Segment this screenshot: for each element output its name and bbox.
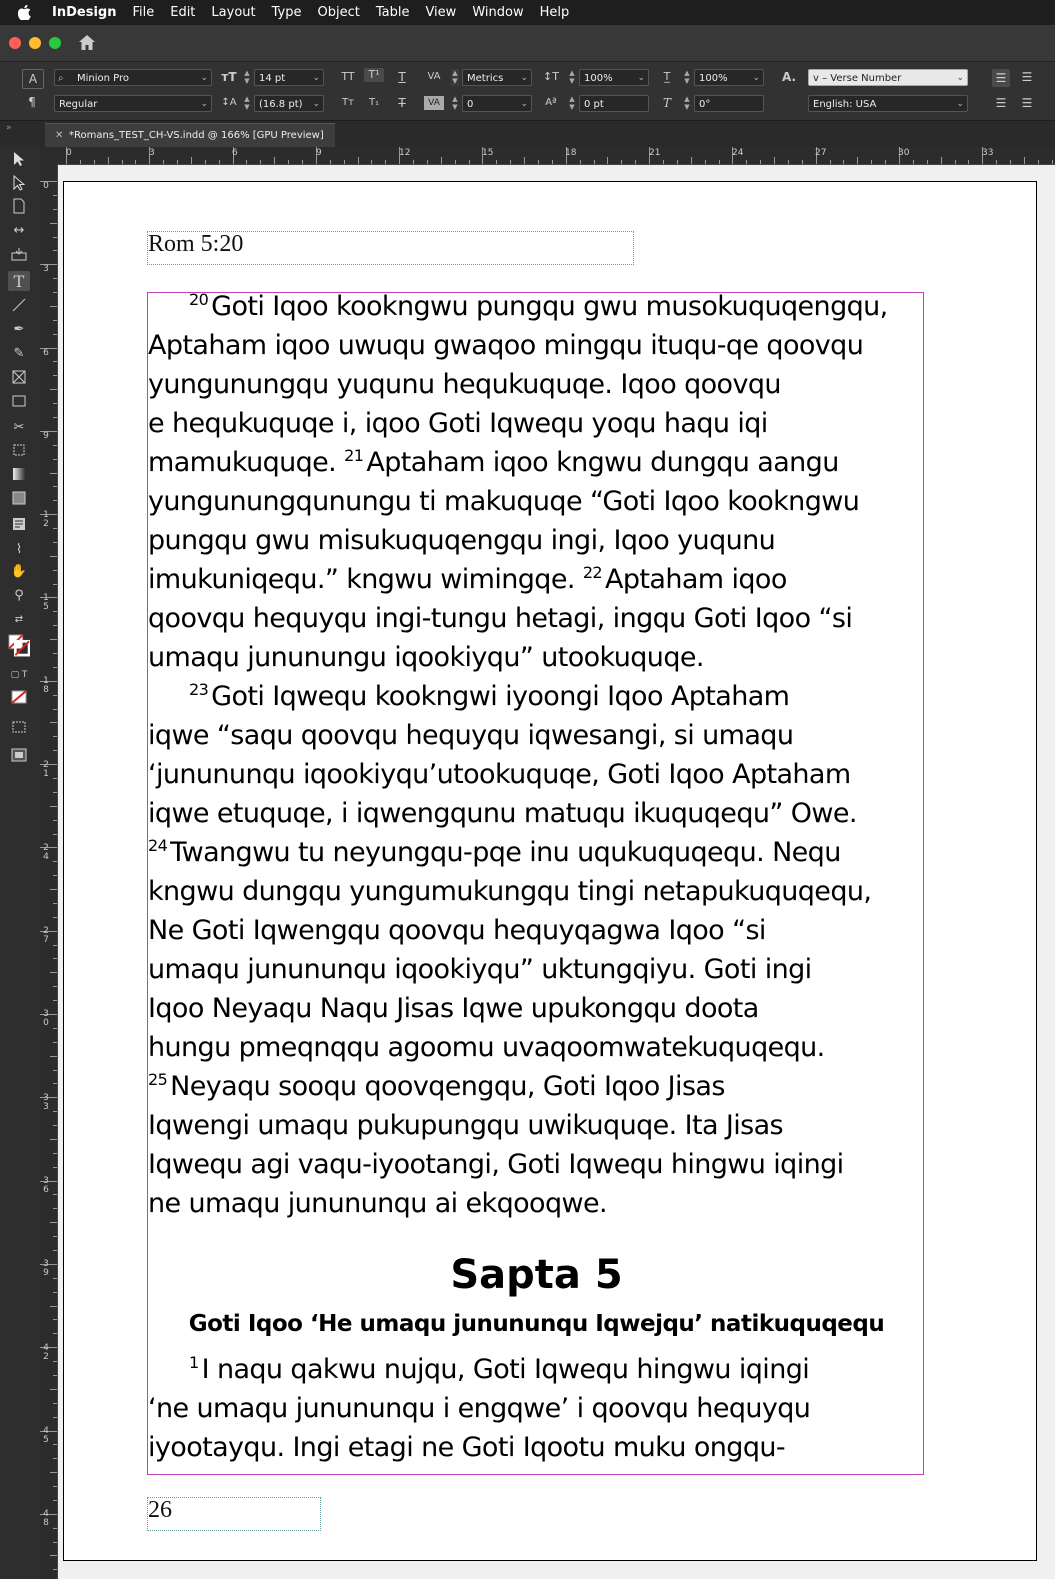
tracking-stepper[interactable]: ▲ ▼: [452, 95, 458, 111]
selection-tool-icon[interactable]: [8, 149, 30, 169]
ruler-label: 18: [43, 676, 49, 695]
page-number: 26: [148, 1497, 172, 1523]
minimize-window-button[interactable]: [29, 37, 41, 49]
body-text-frame[interactable]: [147, 292, 924, 1475]
page-tool-icon[interactable]: [8, 196, 30, 216]
line-text: imukuniqequ.” kngwu wimingqe.: [148, 564, 583, 595]
text-line: [148, 1145, 844, 1184]
ruler-label: 39: [43, 1259, 49, 1278]
superscript-icon[interactable]: T¹: [364, 68, 384, 82]
ruler-label: 48: [43, 1509, 49, 1528]
skew-field[interactable]: [694, 95, 764, 112]
content-collector-icon[interactable]: [8, 244, 30, 264]
chevron-down-icon[interactable]: ⌄: [956, 99, 964, 109]
menu-bar: [0, 0, 1055, 25]
kerning-field[interactable]: [462, 69, 532, 86]
text-line: [189, 677, 789, 719]
leading-stepper[interactable]: ▲ ▼: [244, 95, 250, 111]
line-text: hungu pmeqnqqu agoomu uvaqoomwatekuquqequ.: [148, 1032, 825, 1063]
line-text: iyootayqu. Ingi etagi ne Goti Iqootu muku ongqu-: [148, 1432, 786, 1463]
chapter-heading: Sapta 5: [450, 1252, 623, 1298]
line-text: ‘junununqu iqookiyqu’utookuquqe, Goti Iqoo Aptaham: [148, 759, 851, 790]
justify-all-icon[interactable]: ☰: [1021, 96, 1033, 110]
underline-icon[interactable]: T: [398, 70, 406, 84]
font-family-value: Minion Pro: [77, 73, 130, 84]
ruler-label: 30: [43, 1009, 49, 1028]
fill-stroke-swatch-icon[interactable]: [8, 631, 30, 659]
menu-edit[interactable]: Edit: [170, 5, 196, 20]
ruler-origin[interactable]: [40, 147, 59, 165]
rectangle-tool-icon[interactable]: [8, 391, 30, 411]
baseline-shift-field[interactable]: [579, 95, 649, 112]
ruler-label: 42: [43, 1343, 49, 1362]
font-family-field[interactable]: [54, 69, 212, 86]
free-transform-tool-icon[interactable]: [8, 440, 30, 460]
chevron-down-icon[interactable]: ⌄: [637, 73, 645, 83]
chevron-down-icon[interactable]: ⌄: [956, 73, 964, 83]
gradient-feather-tool-icon[interactable]: [8, 488, 30, 508]
vertical-ruler-ticks: [40, 164, 57, 1579]
collapse-panel-icon[interactable]: »: [6, 123, 12, 133]
line-text: iqwe “saqu qoovqu hequyqu iqwesangi, si umaqu: [148, 720, 794, 751]
language-value: English: USA: [813, 99, 877, 110]
chevron-down-icon[interactable]: ⌄: [312, 73, 320, 83]
font-size-stepper[interactable]: ▲ ▼: [244, 69, 250, 85]
line-text: Ne Goti Iqwengqu qoovqu hequyqagwa Iqoo “si: [148, 915, 766, 946]
line-text: yungunungqunungu ti makuquqe “Goti Iqoo kookngwu: [148, 486, 860, 517]
line-text: Iqoo Neyaqu Naqu Jisas Iqwe upukongqu doota: [148, 993, 759, 1024]
font-style-value: Regular: [59, 99, 98, 110]
verse-number: 25: [148, 1070, 168, 1089]
font-size-field[interactable]: [254, 69, 324, 86]
character-style-value: v – Verse Number: [813, 73, 902, 84]
ruler-label: 21: [43, 760, 49, 779]
ruler-label: 21: [649, 148, 661, 158]
verse-number: 23: [189, 680, 209, 699]
text-line: [148, 404, 768, 443]
verse-number: 1: [189, 1353, 199, 1372]
ruler-label: 9: [316, 148, 322, 158]
close-window-button[interactable]: [9, 37, 21, 49]
horizontal-scale-icon: T̲: [663, 70, 671, 83]
line-text: kngwu dungqu yungumukungqu tingi netapukuquqequ,: [148, 876, 872, 907]
line-text: pungqu gwu misukuquqengqu ingi, Iqoo yuqunu: [148, 525, 776, 556]
subscript-icon[interactable]: T₁: [368, 97, 380, 108]
line-tool-icon[interactable]: [8, 295, 30, 315]
zoom-window-button[interactable]: [49, 37, 61, 49]
line-text: Aptaham iqoo uwuqu gwaqoo mingqu ituqu-qe qoovqu: [148, 330, 864, 361]
verse-number: 22: [582, 563, 602, 582]
all-caps-icon[interactable]: TT: [341, 70, 355, 83]
ruler-label: 30: [898, 148, 910, 158]
ruler-label: 36: [43, 1176, 49, 1195]
menu-type[interactable]: Type: [271, 5, 302, 20]
horizontal-scale-stepper[interactable]: ▲ ▼: [684, 69, 690, 85]
language-field[interactable]: [808, 95, 968, 112]
line-text: umaqu jununungu iqookiyqu” utookuquqe.: [148, 642, 704, 673]
ruler-label: 33: [43, 1093, 49, 1112]
tracking-value: 0: [467, 99, 474, 110]
ruler-label: 6: [43, 348, 49, 358]
menu-file[interactable]: File: [132, 5, 155, 20]
close-icon[interactable]: ✕: [55, 130, 64, 141]
text-line: [148, 950, 812, 989]
leading-field[interactable]: [254, 95, 324, 112]
gradient-swatch-tool-icon[interactable]: [8, 464, 30, 484]
line-text: ne umaqu junununqu ai ekqooqwe.: [148, 1188, 607, 1219]
tools-panel: [0, 147, 41, 1579]
vertical-scale-value: 100%: [584, 73, 613, 84]
text-line: [148, 599, 852, 638]
document-tab[interactable]: [45, 123, 335, 148]
line-text: Twangwu tu neyungqu-pqe inu uqukuquqequ. Nequ: [170, 837, 841, 868]
text-line: [148, 1028, 825, 1067]
ruler-label: 3: [43, 264, 49, 274]
text-line: [148, 755, 851, 794]
text-line: [148, 365, 781, 404]
line-text: Aptaham iqoo kngwu dungqu aangu: [366, 447, 839, 478]
chevron-down-icon[interactable]: ⌄: [520, 99, 528, 109]
text-line: [148, 638, 704, 677]
apply-none-icon[interactable]: [8, 687, 30, 707]
menu-window[interactable]: Window: [472, 5, 524, 20]
small-caps-icon[interactable]: Tт: [342, 97, 354, 108]
line-text: ‘ne umaqu junununqu i engqwe’ i qoovqu hequyqu: [148, 1393, 811, 1424]
text-line: [148, 716, 793, 755]
text-line: [148, 1067, 725, 1109]
text-line: [148, 560, 787, 602]
chevron-down-icon[interactable]: ⌄: [520, 73, 528, 83]
text-line: [148, 794, 857, 833]
ruler-label: 18: [565, 148, 577, 158]
strikethrough-icon[interactable]: T: [398, 96, 406, 110]
direct-selection-tool-icon[interactable]: [8, 173, 30, 193]
leading-value: (16.8 pt): [259, 99, 303, 110]
text-line: [148, 326, 863, 365]
align-center-icon[interactable]: ☰: [1021, 70, 1033, 84]
eyedropper-tool-icon[interactable]: ⌇: [15, 541, 23, 557]
ruler-label: 33: [982, 148, 994, 158]
tracking-field[interactable]: [462, 95, 532, 112]
section-heading: Goti Iqoo ‘He umaqu junununqu Iqwejqu’ natikuquqequ: [188, 1311, 885, 1337]
ruler-label: 0: [66, 148, 72, 158]
line-text: Goti Iqwequ kookngwi iyoongi Iqoo Aptaham: [211, 681, 790, 712]
chevron-down-icon[interactable]: ⌄: [752, 73, 760, 83]
pencil-tool-icon[interactable]: ✎: [13, 345, 25, 361]
text-line: [148, 443, 839, 485]
font-style-field[interactable]: [54, 95, 212, 112]
vertical-scale-field[interactable]: [579, 69, 649, 86]
skew-stepper[interactable]: ▲ ▼: [684, 95, 690, 111]
text-line: [148, 833, 841, 875]
gap-tool-icon[interactable]: ↔: [13, 222, 25, 238]
line-text: umaqu junununqu iqookiyqu” uktungqiyu. Goti ingi: [148, 954, 812, 985]
skew-icon: T: [662, 96, 671, 110]
search-icon: ⌕: [58, 73, 64, 84]
line-text: Goti Iqoo kookngwu pungqu gwu musokuquqengqu,: [211, 292, 888, 322]
ruler-label: 15: [43, 593, 49, 612]
vertical-scale-icon: ↕T: [543, 70, 559, 83]
ruler-label: 12: [399, 148, 411, 158]
ruler-label: 27: [815, 148, 827, 158]
text-line: [189, 292, 888, 329]
character-mode-icon[interactable]: A: [22, 69, 44, 89]
line-text: qoovqu hequyqu ingi-tungu hetagi, ingqu Goti Iqoo “si: [148, 603, 853, 634]
text-line: [148, 911, 766, 950]
text-line: [148, 872, 871, 911]
menu-table[interactable]: Table: [375, 5, 410, 20]
menu-object[interactable]: Object: [317, 5, 360, 20]
folio-frame[interactable]: [147, 1497, 321, 1531]
verse-number: 20: [189, 292, 209, 309]
baseline-shift-icon: Aª: [545, 97, 557, 108]
control-panel: [0, 62, 1055, 121]
view-mode-icon[interactable]: [8, 717, 30, 737]
apple-icon[interactable]: [16, 5, 32, 21]
horizontal-scale-value: 100%: [699, 73, 728, 84]
text-line: [148, 482, 859, 521]
rectangle-frame-tool-icon[interactable]: [8, 367, 30, 387]
ruler-label: 6: [232, 148, 238, 158]
swap-fill-stroke-icon[interactable]: ⇄: [14, 613, 24, 625]
line-text: Iqwengi umaqu pukupungqu uwikuquqe. Ita Jisas: [148, 1110, 784, 1141]
text-line: [148, 1428, 785, 1467]
document-tab-title: *Romans_TEST_CH-VS.indd @ 166% [GPU Preview]: [69, 130, 324, 141]
screen-mode-icon[interactable]: [8, 745, 30, 765]
align-left-icon[interactable]: ☰: [992, 69, 1010, 87]
text-line: [148, 1184, 607, 1223]
line-text: Iqwequ agi vaqu-iyootangi, Goti Iqwequ hingwu iqingi: [148, 1149, 844, 1180]
note-tool-icon[interactable]: [8, 514, 30, 534]
home-icon[interactable]: [78, 34, 96, 55]
text-line: [189, 1350, 809, 1392]
ruler-label: 24: [732, 148, 744, 158]
running-header-frame[interactable]: [147, 231, 634, 265]
formatting-container-icon[interactable]: ▢ T: [10, 670, 28, 680]
character-style-field[interactable]: [808, 69, 968, 86]
chevron-down-icon[interactable]: ⌄: [200, 99, 208, 109]
leading-icon: ↕A: [221, 97, 237, 108]
ruler-label: 0: [43, 181, 49, 191]
baseline-shift-stepper[interactable]: ▲ ▼: [569, 95, 575, 111]
ruler-label: 27: [43, 926, 49, 945]
pen-tool-icon[interactable]: ✒: [13, 321, 25, 337]
vertical-scale-stepper[interactable]: ▲ ▼: [569, 69, 575, 85]
vertical-ruler[interactable]: [40, 164, 58, 1579]
menu-view[interactable]: View: [425, 5, 457, 20]
kerning-value: Metrics: [467, 73, 504, 84]
chevron-down-icon[interactable]: ⌄: [312, 99, 320, 109]
verse-number: 21: [344, 446, 364, 465]
hand-tool-icon[interactable]: ✋: [10, 563, 28, 579]
line-text: iqwe etuquqe, i iqwengqunu matuqu ikuquqequ” Owe.: [148, 798, 857, 829]
chevron-down-icon[interactable]: ⌄: [200, 73, 208, 83]
baseline-shift-value: 0 pt: [584, 99, 604, 110]
running-header: Rom 5:20: [148, 231, 244, 257]
ruler-label: 3: [149, 148, 155, 158]
font-size-value: 14 pt: [259, 73, 286, 84]
kerning-icon: VA: [427, 71, 441, 82]
text-line: [148, 1389, 810, 1428]
line-text: Neyaqu sooqu qoovqengqu, Goti Iqoo Jisas: [170, 1071, 725, 1102]
character-style-icon: A.: [781, 70, 797, 84]
kerning-stepper[interactable]: ▲ ▼: [452, 69, 458, 85]
ruler-label: 9: [43, 431, 49, 441]
verse-number: 24: [148, 836, 168, 855]
text-line: [148, 521, 775, 560]
ruler-label: 12: [43, 510, 49, 529]
document-tab-bar: [0, 121, 1055, 147]
text-line: [148, 1106, 783, 1145]
menu-app[interactable]: InDesign: [52, 5, 117, 20]
justify-left-icon[interactable]: ☰: [995, 96, 1007, 110]
horizontal-scale-field[interactable]: [694, 69, 764, 86]
ruler-label: 45: [43, 1426, 49, 1445]
line-text: Aptaham iqoo: [605, 564, 787, 595]
zoom-tool-icon[interactable]: ⚲: [14, 587, 24, 603]
ruler-label: 15: [482, 148, 494, 158]
menu-help[interactable]: Help: [539, 5, 570, 20]
skew-value: 0°: [699, 99, 711, 110]
line-text: yungunungqu yuqunu hequkuquqe. Iqoo qoovqu: [148, 369, 781, 400]
horizontal-ruler[interactable]: [58, 147, 1055, 165]
font-size-icon: ᴛT: [221, 70, 237, 84]
line-text: I naqu qakwu nujqu, Goti Iqwequ hingwu iqingi: [201, 1354, 810, 1385]
type-tool-icon[interactable]: T: [8, 271, 30, 291]
text-line: [148, 989, 759, 1028]
line-text: mamukuquqe.: [148, 447, 345, 478]
paragraph-mode-icon[interactable]: ¶: [28, 95, 36, 109]
tracking-icon: VA: [424, 96, 444, 110]
scissors-tool-icon[interactable]: ✂: [13, 419, 25, 435]
line-text: e hequkuquqe i, iqoo Goti Iqwequ yoqu haqu iqi: [148, 408, 768, 439]
window-title-bar: [0, 25, 1055, 62]
menu-layout[interactable]: Layout: [211, 5, 256, 20]
ruler-label: 24: [43, 843, 49, 862]
